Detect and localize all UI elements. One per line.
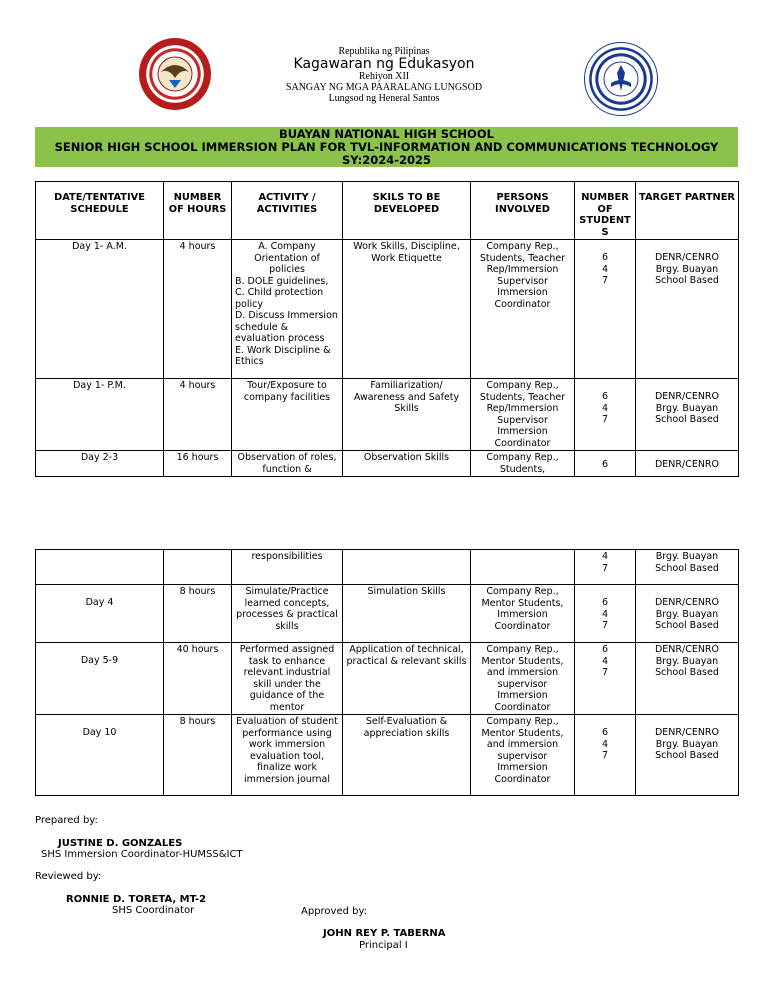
table-row	[36, 715, 739, 796]
cell-students: 6 4 7	[575, 240, 636, 379]
header-region: Rehiyon XII	[358, 71, 410, 82]
immersion-table-part1	[35, 181, 739, 477]
col-header-skills: SKILS TO BE DEVELOPED	[343, 182, 471, 240]
cell-hours: 8 hours	[164, 585, 232, 643]
cell-activity: Tour/Exposure to company facilities	[232, 379, 343, 451]
prepared-title: SHS Immersion Coordinator-HUMSS&ICT	[41, 849, 243, 860]
cell-students: 4 7	[575, 550, 636, 585]
cell-students: 6 4 7	[575, 585, 636, 643]
cell-skills	[343, 550, 471, 585]
cell-partner: DENR/CENRO	[636, 451, 739, 477]
cell-students: 6	[575, 451, 636, 477]
plan-title: SENIOR HIGH SCHOOL IMMERSION PLAN FOR TVL-INFORMATION AND COMMUNICATIONS TECHNOLOGY	[54, 140, 719, 154]
cell-skills: Application of technical, practical & relevant skills	[343, 643, 471, 715]
cell-hours: 8 hours	[164, 715, 232, 796]
header-republic: Republika ng Pilipinas	[338, 46, 430, 57]
table-row	[36, 451, 739, 477]
cell-hours	[164, 550, 232, 585]
header-department: Kagawaran ng Edukasyon	[293, 56, 475, 72]
reviewed-name: RONNIE D. TORETA, MT-2	[66, 894, 207, 905]
table-header-row	[36, 182, 739, 240]
col-header-activity: ACTIVITY / ACTIVITIES	[232, 182, 343, 240]
cell-hours: 4 hours	[164, 240, 232, 379]
cell-students: 6 4 7	[575, 379, 636, 451]
prepared-label: Prepared by:	[35, 815, 98, 826]
cell-date: Day 10	[36, 715, 164, 796]
cell-activity: Evaluation of student performance using work immersion evaluation tool, finalize work immersion journal	[232, 715, 343, 796]
cell-activity: Observation of roles, function &	[232, 451, 343, 477]
cell-activity: Simulate/Practice learned concepts, processes & practical skills	[232, 585, 343, 643]
approved-title: Principal I	[359, 940, 408, 951]
col-header-partner: TARGET PARTNER	[636, 182, 739, 240]
col-header-date: DATE/TENTATIVE SCHEDULE	[36, 182, 164, 240]
cell-partner: DENR/CENRO Brgy. Buayan School Based	[636, 240, 739, 379]
cell-skills: Familiarization/ Awareness and Safety Skills	[343, 379, 471, 451]
activity-list: B. DOLE guidelines, C. Child protection policy D. Discuss Immersion schedule & evaluation process E. Work Discipline & Ethics	[235, 275, 338, 367]
reviewed-title: SHS Coordinator	[112, 905, 195, 916]
cell-partner: Brgy. Buayan School Based	[636, 550, 739, 585]
school-name: BUAYAN NATIONAL HIGH SCHOOL	[279, 127, 494, 141]
reviewed-label: Reviewed by:	[35, 871, 102, 882]
table-row	[36, 240, 739, 379]
title-banner	[35, 127, 738, 167]
cell-skills: Work Skills, Discipline, Work Etiquette	[343, 240, 471, 379]
cell-date: Day 2-3	[36, 451, 164, 477]
cell-skills: Simulation Skills	[343, 585, 471, 643]
table-row	[36, 550, 739, 585]
table-row	[36, 643, 739, 715]
cell-date: Day 1- A.M.	[36, 240, 164, 379]
cell-hours: 40 hours	[164, 643, 232, 715]
activity-heading: A. Company Orientation of policies	[254, 241, 320, 275]
cell-activity: responsibilities	[232, 550, 343, 585]
cell-persons: Company Rep., Mentor Students, and immersion supervisor Immersion Coordinator	[471, 643, 575, 715]
prepared-name: JUSTINE D. GONZALES	[58, 838, 183, 849]
school-year: SY:2024-2025	[342, 153, 431, 167]
cell-date	[36, 550, 164, 585]
cell-date: Day 5-9	[36, 643, 164, 715]
cell-partner: DENR/CENRO Brgy. Buayan School Based	[636, 379, 739, 451]
cell-skills: Self-Evaluation & appreciation skills	[343, 715, 471, 796]
col-header-hours: NUMBER OF HOURS	[164, 182, 232, 240]
cell-partner: DENR/CENRO Brgy. Buayan School Based	[636, 715, 739, 796]
col-header-persons: PERSONS INVOLVED	[471, 182, 575, 240]
header-division: SANGAY NG MGA PAARALANG LUNGSOD	[285, 82, 483, 93]
approved-label: Approved by:	[301, 906, 368, 917]
header-city: Lungsod ng Heneral Santos	[328, 93, 440, 104]
cell-hours: 4 hours	[164, 379, 232, 451]
cell-persons: Company Rep., Mentor Students, Immersion Coordinator	[471, 585, 575, 643]
cell-hours: 16 hours	[164, 451, 232, 477]
table-row	[36, 379, 739, 451]
cell-partner: DENR/CENRO Brgy. Buayan School Based	[636, 643, 739, 715]
approved-name: JOHN REY P. TABERNA	[323, 928, 446, 939]
immersion-table-part2	[35, 549, 739, 796]
table-row	[36, 585, 739, 643]
col-header-students: NUMBER OF STUDENT S	[575, 182, 636, 240]
cell-partner: DENR/CENRO Brgy. Buayan School Based	[636, 585, 739, 643]
cell-skills: Observation Skills	[343, 451, 471, 477]
cell-persons	[471, 550, 575, 585]
cell-persons: Company Rep., Students,	[471, 451, 575, 477]
cell-activity: Performed assigned task to enhance relevant industrial skill under the guidance of the mentor	[232, 643, 343, 715]
cell-students: 6 4 7	[575, 715, 636, 796]
cell-persons: Company Rep., Students, Teacher Rep/Immersion Supervisor Immersion Coordinator	[471, 379, 575, 451]
cell-persons: Company Rep., Mentor Students, and immersion supervisor Immersion Coordinator	[471, 715, 575, 796]
cell-persons: Company Rep., Students, Teacher Rep/Immersion Supervisor Immersion Coordinator	[471, 240, 575, 379]
cell-date: Day 4	[36, 585, 164, 643]
cell-activity	[232, 240, 343, 379]
cell-students: 6 4 7	[575, 643, 636, 715]
cell-date: Day 1- P.M.	[36, 379, 164, 451]
